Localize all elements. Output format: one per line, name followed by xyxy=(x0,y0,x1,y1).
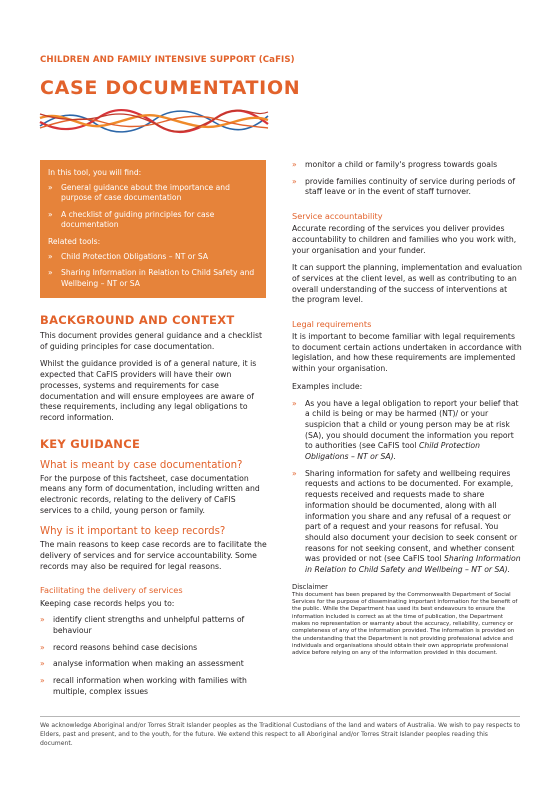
list-item: » Sharing Information in Relation to Child Safety and Wellbeing – NT or SA xyxy=(48,268,258,289)
subheading-facilitating: Facilitating the delivery of services xyxy=(40,584,183,595)
list-item: » analyse information when making an assessment xyxy=(40,659,268,670)
paragraph: This document provides general guidance and a checklist of guiding principles for case documentation. xyxy=(40,331,262,351)
disclaimer-heading: Disclaimer xyxy=(292,582,328,591)
subheading-why: Why is it important to keep records? xyxy=(40,526,226,538)
acknowledgement-footer: We acknowledge Aboriginal and/or Torres Strait Islander peoples as the Traditional Custodians of the land and waters of Australia. We wish to pay respects to Elders, past and present, and to the youth, for the future. We extend this respect to all Aboriginal and/or Torres Strait Islander peoples reading this document. xyxy=(40,722,521,747)
tool-summary-box xyxy=(40,160,266,298)
toolbox-list xyxy=(48,183,258,231)
continued-list xyxy=(292,160,522,198)
related-tools-list xyxy=(48,252,258,290)
subheading-what: What is meant by case documentation? xyxy=(40,459,243,471)
list-item: » monitor a child or family's progress towards goals xyxy=(292,160,522,171)
toolbox-intro: In this tool, you will find: xyxy=(48,168,142,177)
list-item: » General guidance about the importance and purpose of case documentation xyxy=(48,183,258,204)
paragraph: For the purpose of this factsheet, case documentation means any form of documentation, including written and electronic records, relating to the delivery of CaFIS services to a child, young person or family. xyxy=(40,473,260,515)
list-item: » Child Protection Obligations – NT or SA xyxy=(48,252,258,263)
tool-reference: Sharing Information in Relation to Child Safety and Wellbeing – NT or SA). xyxy=(305,554,521,575)
right-column xyxy=(292,160,522,657)
list-item: » identify client strengths and unhelpful patterns of behaviour xyxy=(40,615,268,636)
examples-list xyxy=(292,399,522,576)
decorative-wave-graphic xyxy=(38,108,270,134)
disclaimer-text: This document has been prepared by the Commonwealth Department of Social Services for the purpose of disseminating important information for the benefit of the public. While the Department has used its best endeavours to ensure the information included is correct as at the time of publication, the Department makes no representation or warranty about the accuracy, reliability, currency or completeness of any of the information provided. The information is provided on the understanding that the Department is not providing professional advice and individuals and organisations should obtain their own appropriate professional advice before relying on any of the information provided in this document. xyxy=(292,591,518,657)
paragraph: It can support the planning, implementation and evaluation of services at the client level, as well as contributing to an overall understanding of the success of interventions at the program level. xyxy=(292,263,522,305)
paragraph: The main reasons to keep case records are to facilitate the delivery of services and for service accountability. Some records may also be required for legal reasons. xyxy=(40,540,267,571)
section-heading-background: BACKGROUND AND CONTEXT xyxy=(40,313,235,327)
list-item: » recall information when working with families with multiple, complex issues xyxy=(40,676,268,697)
facilitating-list xyxy=(40,615,268,697)
footer-divider xyxy=(40,716,520,717)
subheading-accountability: Service accountability xyxy=(292,211,383,222)
tool-reference: Child Protection Obligations – NT or SA). xyxy=(305,441,480,462)
paragraph: Examples include: xyxy=(292,381,363,391)
left-column xyxy=(40,313,268,697)
example-text: Sharing information for safety and wellbeing requires requests and actions to be documented. For example, requests received and requests made to share information should be documented, along with all information you share and any refusal of a request or part of a request and your reasons for refusal. You should also document your decision to seek consent or reasons for not seeking consent, and whether consent was provided or not (see CaFIS tool xyxy=(305,468,518,564)
list-item: » provide families continuity of service during periods of staff leave or in the event of staff turnover. xyxy=(292,177,522,198)
section-heading-key-guidance: KEY GUIDANCE xyxy=(40,436,141,451)
related-tools-heading: Related tools: xyxy=(48,236,101,246)
list-item: » A checklist of guiding principles for case documentation xyxy=(48,210,258,231)
example-text: As you have a legal obligation to report your belief that a child is being or may be harmed (NT)/ or your suspicion that a child or young person may be at risk (SA), you should document the information you report to authorities (see CaFIS tool xyxy=(305,398,519,451)
program-pretitle: CHILDREN AND FAMILY INTENSIVE SUPPORT (CaFIS) xyxy=(40,55,295,65)
paragraph: Accurate recording of the services you deliver provides accountability to children and families who you work with, your organisation and your funder. xyxy=(292,224,517,255)
subheading-legal: Legal requirements xyxy=(292,319,372,330)
list-item: » record reasons behind case decisions xyxy=(40,643,268,654)
paragraph: It is important to become familiar with legal requirements to document certain actions undertaken in accordance with legislation, and how these requirements are implemented within your organisation. xyxy=(292,332,522,374)
list-item xyxy=(292,469,522,576)
page-title: CASE DOCUMENTATION xyxy=(40,77,301,99)
paragraph: Keeping case records helps you to: xyxy=(40,598,175,608)
paragraph: Whilst the guidance provided is of a general nature, it is expected that CaFIS providers will have their own processes, systems and requirements for case documentation and will ensure employees are aware of these requirements, including any legal obligations to record information. xyxy=(40,359,257,422)
list-item xyxy=(292,399,522,463)
